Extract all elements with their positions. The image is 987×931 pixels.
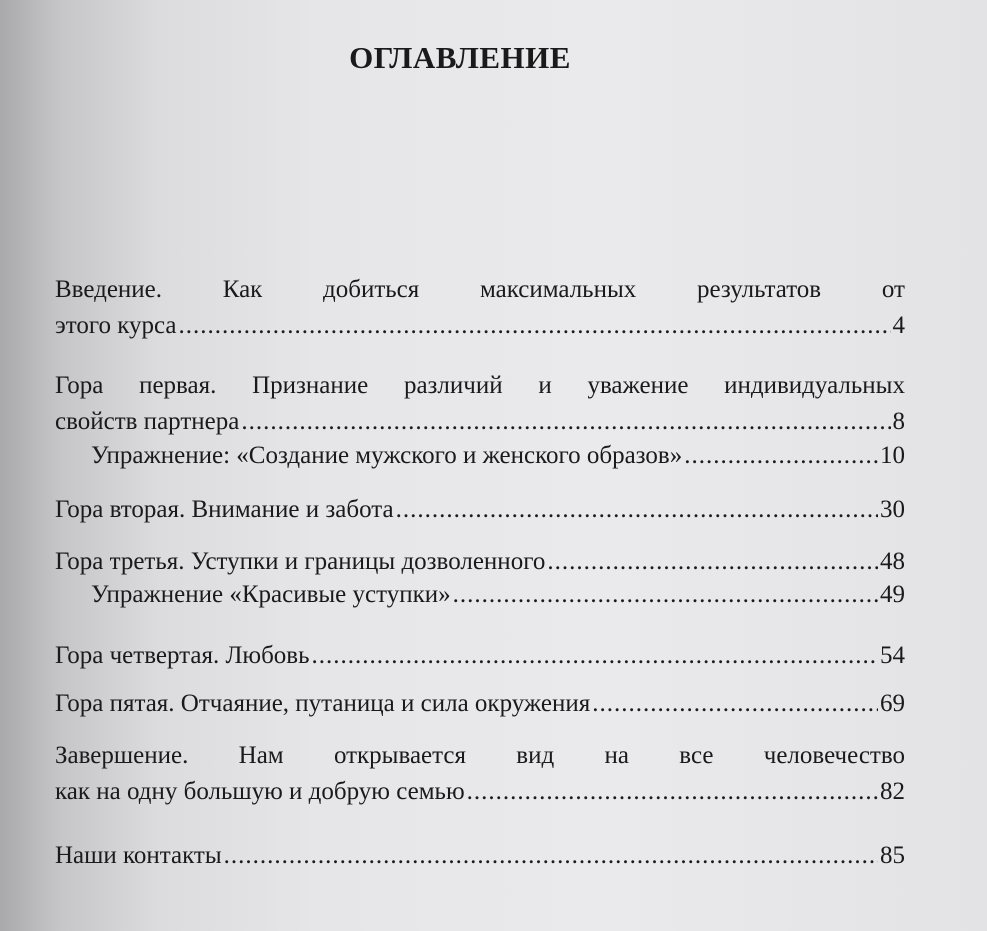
leader-dots [224,838,878,874]
toc-page-number: 85 [880,842,905,869]
toc-entry-title: Упражнение «Красивые уступки» [91,581,451,608]
toc-word: добиться [323,276,420,303]
toc-entry-exercise-concessions[interactable] [55,577,905,613]
toc-entry-introduction[interactable] [55,272,905,344]
toc-entry-title: Гора третья. Уступки и границы дозволенного [55,548,546,575]
toc-entry-contacts[interactable] [55,838,905,874]
leader-dots [241,404,890,440]
toc-entry-mountain-five[interactable] [55,686,905,722]
toc-entry-title: Упражнение: «Создание мужского и женского образов» [91,442,683,469]
toc-entry-exercise-images[interactable] [55,438,905,474]
toc-word: Нам [238,742,284,769]
toc-word: на [604,742,629,769]
leader-dots [312,638,878,674]
toc-entry-title: свойств партнера [55,408,240,435]
toc-entry-title: Гора пятая. Отчаяние, путаница и сила окружения [55,690,591,717]
toc-page-number: 54 [880,642,905,669]
toc-word: Как [222,276,263,303]
toc-entry-mountain-two[interactable] [55,492,905,528]
leader-dots [396,492,878,528]
toc-word: первая. [139,372,217,399]
toc-word: от [881,276,905,303]
toc-word: все [679,742,714,769]
toc-page-number: 82 [880,778,905,805]
toc-word: максимальных [479,276,637,303]
toc-word: Гора [55,372,104,399]
toc-page-number: 10 [880,442,905,469]
toc-entry-title: Гора четвертая. Любовь [55,642,310,669]
toc-word: открывается [333,742,466,769]
leader-dots [684,438,878,474]
toc-page-number: 69 [880,690,905,717]
toc-word: результатов [696,276,822,303]
toc-entry-mountain-four[interactable] [55,638,905,674]
toc-entry-title: Наши контакты [55,842,222,869]
toc-word: индивидуальных [724,372,905,399]
toc-word: и [538,372,552,399]
toc-entry-title: этого курса [55,312,177,339]
toc-page-number: 8 [892,408,905,435]
page-title: ОГЛАВЛЕНИЕ [349,40,571,75]
toc-entry-title-line [55,738,905,774]
leader-dots [453,577,878,613]
toc-entry-mountain-one[interactable] [55,368,905,440]
toc-word: различий [403,372,503,399]
leader-dots [547,544,878,580]
toc-page-number: 30 [880,496,905,523]
toc-page-number: 4 [892,312,905,339]
toc-entry-title: Гора вторая. Внимание и забота [55,496,394,523]
toc-word: уважение [587,372,689,399]
toc-entry-conclusion[interactable] [55,738,905,810]
toc-entry-mountain-three[interactable] [55,544,905,580]
toc-word: Введение. [55,276,163,303]
toc-page-number: 49 [880,581,905,608]
toc-word: Завершение. [55,742,189,769]
toc-word: Признание [252,372,369,399]
toc-entry-title-line [55,368,905,404]
leader-dots [592,686,878,722]
toc-word: человечество [763,742,905,769]
toc-page-number: 48 [880,548,905,575]
leader-dots [179,308,891,344]
toc-entry-title-line [55,272,905,308]
leader-dots [467,774,878,810]
toc-entry-title: как на одну большую и добрую семью [55,778,465,805]
toc-word: вид [516,742,555,769]
